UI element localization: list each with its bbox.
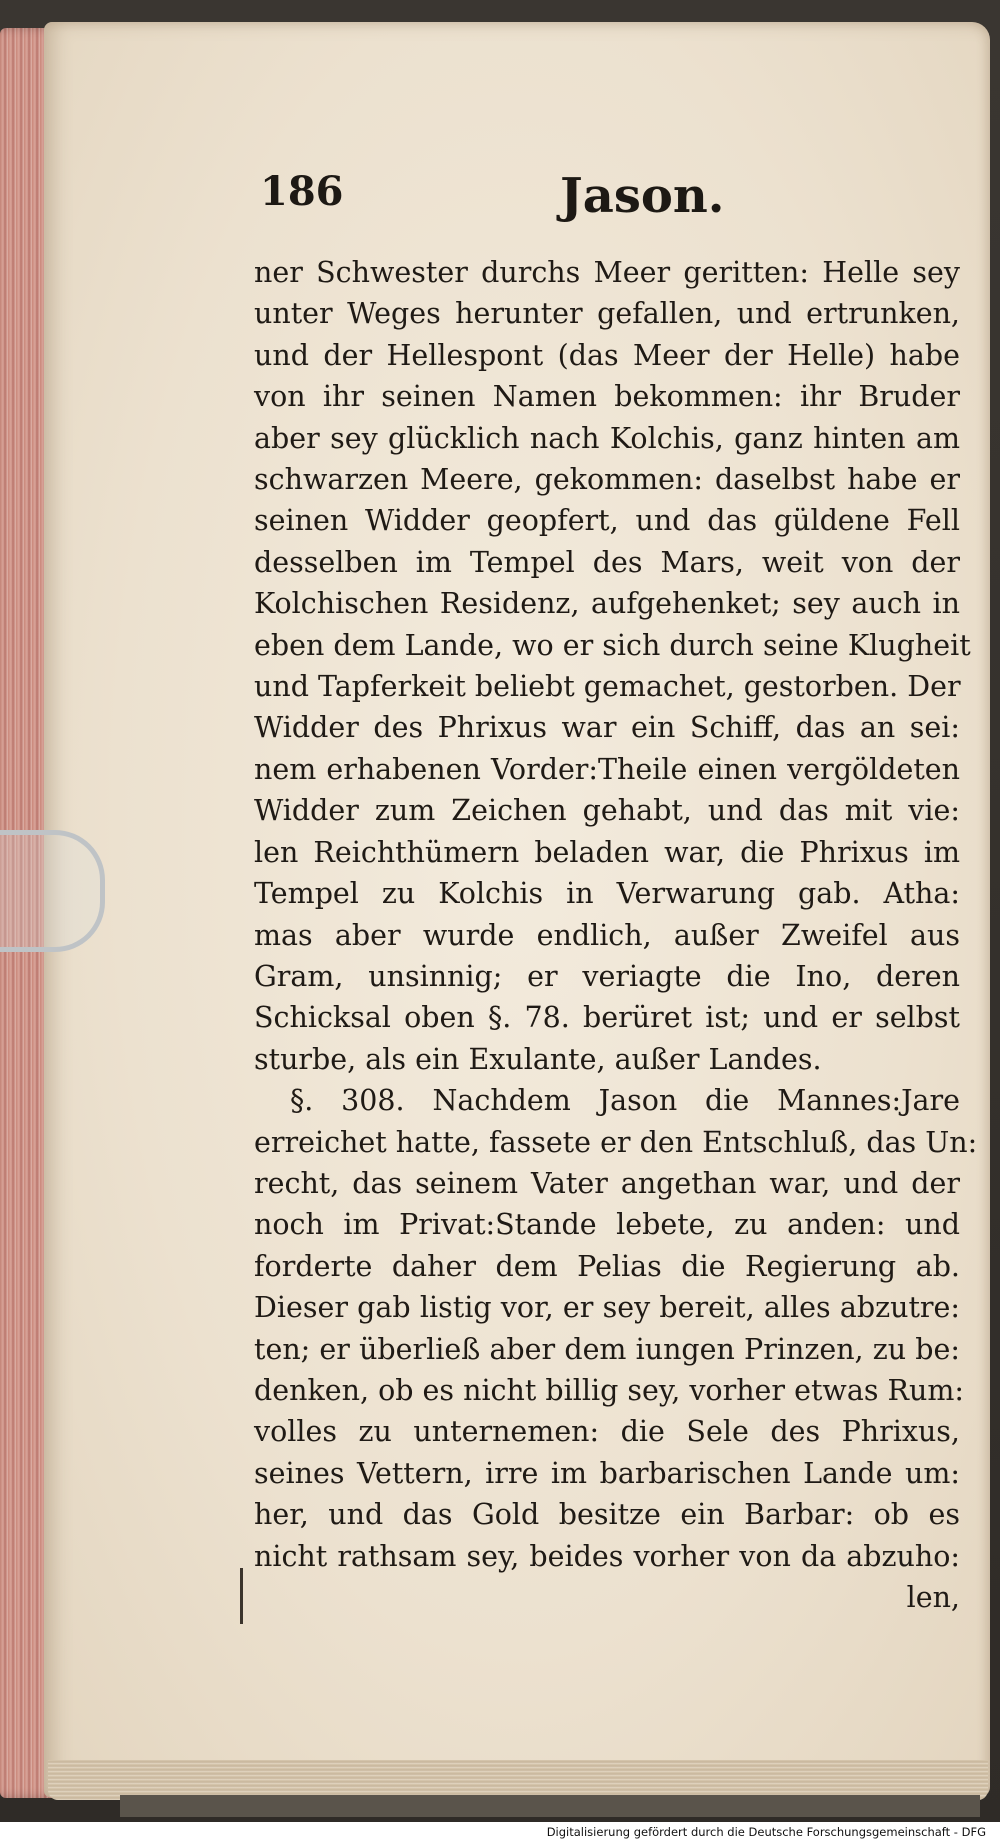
text-line: len Reichthümern beladen war, die Phrixus im (254, 835, 960, 869)
catchword: len, (906, 1581, 960, 1614)
page-number: 186 (260, 168, 344, 215)
text-line: forderte daher dem Pelias die Regierung ab. (254, 1249, 960, 1283)
text-line: Widder zum Zeichen gehabt, und das mit vie: (254, 794, 960, 828)
text-line: von ihr seinen Namen bekommen: ihr Bruder (254, 380, 960, 414)
text-line: mas aber wurde endlich, außer Zweifel aus (254, 918, 960, 952)
text-line: Widder des Phrixus war ein Schiff, das an sei: (254, 711, 960, 745)
text-line: noch im Privat:Stande lebete, zu anden: und (254, 1208, 960, 1242)
paragraph-start-line: §. 308. Nachdem Jason die Mannes:Jare (290, 1084, 960, 1118)
text-line: desselben im Tempel des Mars, weit von der (254, 545, 960, 579)
text-line: nem erhabenen Vorder:Theile einen vergöldeten (254, 752, 960, 786)
text-line: aber sey glücklich nach Kolchis, ganz hinten am (254, 421, 960, 455)
text-line: nicht rathsam sey, beides vorher von da abzuho: (254, 1539, 960, 1573)
text-line: unter Weges herunter gefallen, und ertrunken, (254, 297, 960, 331)
text-line: schwarzen Meere, gekommen: daselbst habe er (254, 463, 960, 497)
text-line: seinen Widder geopfert, und das güldene Fell (254, 504, 960, 538)
text-line: Schicksal oben §. 78. berüret ist; und er selbst (254, 1001, 960, 1035)
text-line: volles zu unternemen: die Sele des Phrixus, (254, 1415, 960, 1449)
footer-credit: Digitalisierung gefördert durch die Deutsche Forschungsgemeinschaft - DFG (546, 1825, 986, 1839)
text-line: und der Hellespont (das Meer der Helle) habe (254, 338, 960, 372)
page-clip (0, 830, 105, 952)
text-line: denken, ob es nicht billig sey, vorher etwas Rum: (254, 1373, 964, 1407)
text-line: Gram, unsinnig; er veriagte die Ino, deren (254, 959, 960, 993)
text-line: sturbe, als ein Exulante, außer Landes. (254, 1042, 822, 1076)
text-line: erreichet hatte, fassete er den Entschluß, das Un: (254, 1125, 978, 1159)
text-line: recht, das seinem Vater angethan war, und der (254, 1166, 960, 1200)
running-title: Jason. (560, 168, 725, 224)
body-text (254, 252, 978, 1618)
page-bottom-edge (48, 1760, 988, 1800)
text-line: ten; er überließ aber dem iungen Prinzen, zu be: (254, 1332, 960, 1366)
digitization-footer (0, 1822, 1000, 1845)
text-line: und Tapferkeit beliebt gemachet, gestorben. Der (254, 670, 961, 704)
text-line: eben dem Lande, wo er sich durch seine Klugheit (254, 628, 971, 662)
text-line: ner Schwester durchs Meer geritten: Helle sey (254, 256, 960, 289)
text-line: seines Vettern, irre im barbarischen Lande um: (254, 1456, 960, 1490)
page-header (260, 168, 960, 238)
margin-mark (240, 1568, 243, 1624)
text-line: Dieser gab listig vor, er sey bereit, alles abzutre: (254, 1291, 960, 1325)
text-line: Tempel zu Kolchis in Verwarung gab. Atha: (254, 877, 960, 911)
book-bottom-shadow (120, 1795, 980, 1817)
text-line: her, und das Gold besitze ein Barbar: ob es (254, 1498, 960, 1532)
text-line: Kolchischen Residenz, aufgehenket; sey auch in (254, 587, 960, 621)
